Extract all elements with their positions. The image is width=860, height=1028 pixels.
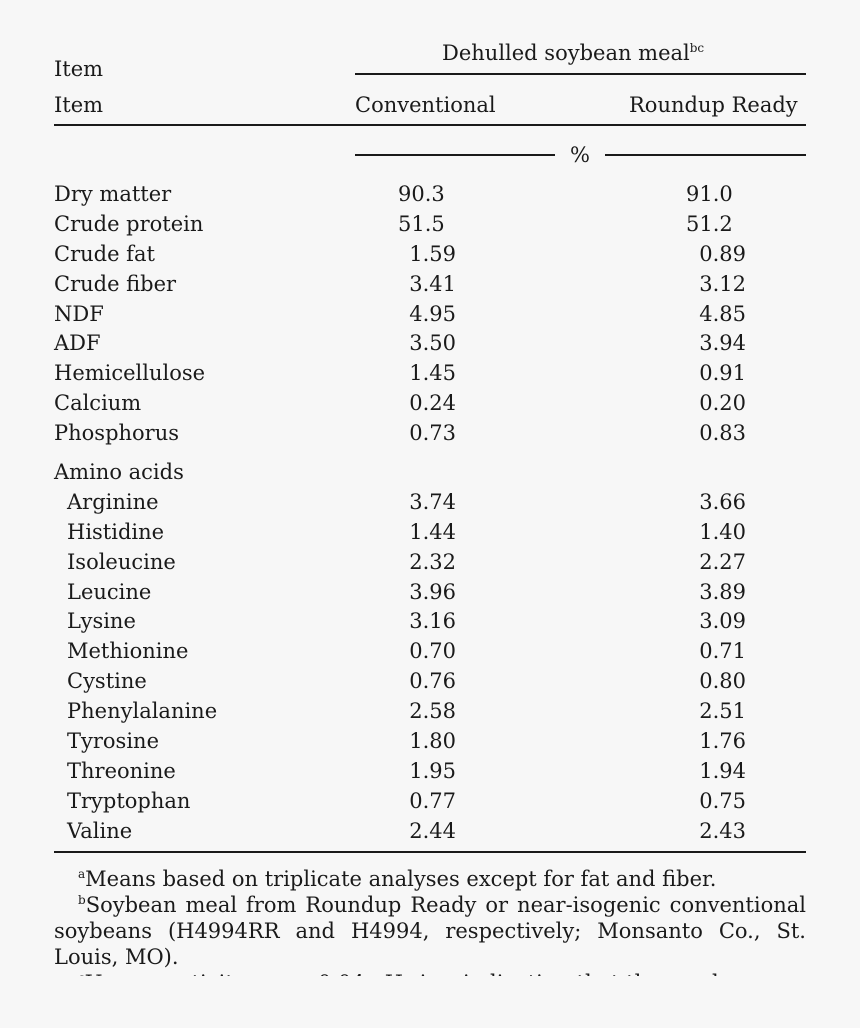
roundup-value: 0.75 (699, 789, 746, 813)
row-label: ADF (54, 331, 101, 355)
row-label: Arginine (67, 490, 159, 514)
row-label: Dry matter (54, 182, 172, 206)
row-label: Calcium (54, 391, 142, 415)
header-rule (54, 124, 806, 126)
roundup-value: 3.12 (699, 272, 746, 296)
conventional-value: 2.32 (409, 550, 456, 574)
roundup-value: 91.0 (686, 182, 733, 206)
roundup-value: 2.27 (699, 550, 746, 574)
conventional-value: 2.44 (409, 819, 456, 843)
roundup-value: 0.80 (699, 669, 746, 693)
amino-acids-heading: Amino acids (54, 460, 184, 484)
conventional-value: 3.41 (409, 272, 456, 296)
roundup-value: 3.89 (699, 580, 746, 604)
roundup-value: 0.71 (699, 639, 746, 663)
conventional-value: 1.44 (409, 520, 456, 544)
unit-rule-right (605, 154, 806, 156)
footnote-b-text: Soybean meal from Roundup Ready or near-isogenic conventional soybeans (H4994RR and H4994, respectively; Monsanto Co., St. Louis, MO). (54, 893, 806, 969)
roundup-value: 3.66 (699, 490, 746, 514)
row-label: Cystine (67, 669, 147, 693)
roundup-value: 1.76 (699, 729, 746, 753)
row-label: Tyrosine (67, 729, 159, 753)
roundup-value: 1.40 (699, 520, 746, 544)
roundup-value: 51.2 (686, 212, 733, 236)
row-label: Threonine (67, 759, 176, 783)
footnote-b-mark: b (78, 893, 86, 907)
unit-label: % (570, 143, 590, 167)
row-label: Crude fiber (54, 272, 177, 296)
row-label: Valine (67, 819, 133, 843)
col-header-roundup: Roundup Ready (629, 93, 798, 117)
group-underline (355, 73, 806, 75)
roundup-value: 2.43 (699, 819, 746, 843)
conventional-value: 0.77 (409, 789, 456, 813)
unit-rule-left (355, 154, 555, 156)
group-title (442, 40, 704, 66)
roundup-value: 3.94 (699, 331, 746, 355)
conventional-value: 1.95 (409, 759, 456, 783)
row-label: Tryptophan (67, 789, 191, 813)
roundup-value: 0.89 (699, 242, 746, 266)
conventional-value: 1.80 (409, 729, 456, 753)
row-label: Leucine (67, 580, 152, 604)
conventional-value: 3.16 (409, 609, 456, 633)
conventional-value: 0.24 (409, 391, 456, 415)
conventional-value: 0.70 (409, 639, 456, 663)
roundup-value: 0.20 (699, 391, 746, 415)
footnote-a-text: Means based on triplicate analyses except for fat and fiber. (85, 867, 717, 891)
roundup-value: 0.91 (699, 361, 746, 385)
conventional-value: 0.76 (409, 669, 456, 693)
conventional-value: 51.5 (398, 212, 445, 236)
item-header-top: Item (54, 57, 104, 81)
footnote-b (54, 892, 806, 970)
conventional-value: 90.3 (398, 182, 445, 206)
item-header-bottom: Item (54, 93, 104, 117)
conventional-value: 1.59 (409, 242, 456, 266)
footnote-a (54, 866, 806, 892)
roundup-value: 0.83 (699, 421, 746, 445)
row-label: Isoleucine (67, 550, 176, 574)
row-label: Phenylalanine (67, 699, 218, 723)
conventional-value: 1.45 (409, 361, 456, 385)
roundup-value: 3.09 (699, 609, 746, 633)
row-label: Hemicellulose (54, 361, 206, 385)
crop-mask (0, 976, 860, 1028)
roundup-value: 4.85 (699, 302, 746, 326)
footnote-a-mark: a (78, 867, 86, 881)
conventional-value: 3.50 (409, 331, 456, 355)
row-label: Lysine (67, 609, 136, 633)
conventional-value: 3.96 (409, 580, 456, 604)
row-label: Crude fat (54, 242, 155, 266)
row-label: Crude protein (54, 212, 204, 236)
row-label: Methionine (67, 639, 189, 663)
conventional-value: 4.95 (409, 302, 456, 326)
col-header-conventional: Conventional (355, 93, 496, 117)
roundup-value: 2.51 (699, 699, 746, 723)
roundup-value: 1.94 (699, 759, 746, 783)
group-title-footnote-marks: bc (689, 41, 705, 55)
bottom-rule (54, 851, 806, 853)
conventional-value: 3.74 (409, 490, 456, 514)
row-label: Phosphorus (54, 421, 180, 445)
group-title-text: Dehulled soybean meal (442, 41, 690, 65)
conventional-value: 2.58 (409, 699, 456, 723)
conventional-value: 0.73 (409, 421, 456, 445)
row-label: Histidine (67, 520, 165, 544)
row-label: NDF (54, 302, 104, 326)
